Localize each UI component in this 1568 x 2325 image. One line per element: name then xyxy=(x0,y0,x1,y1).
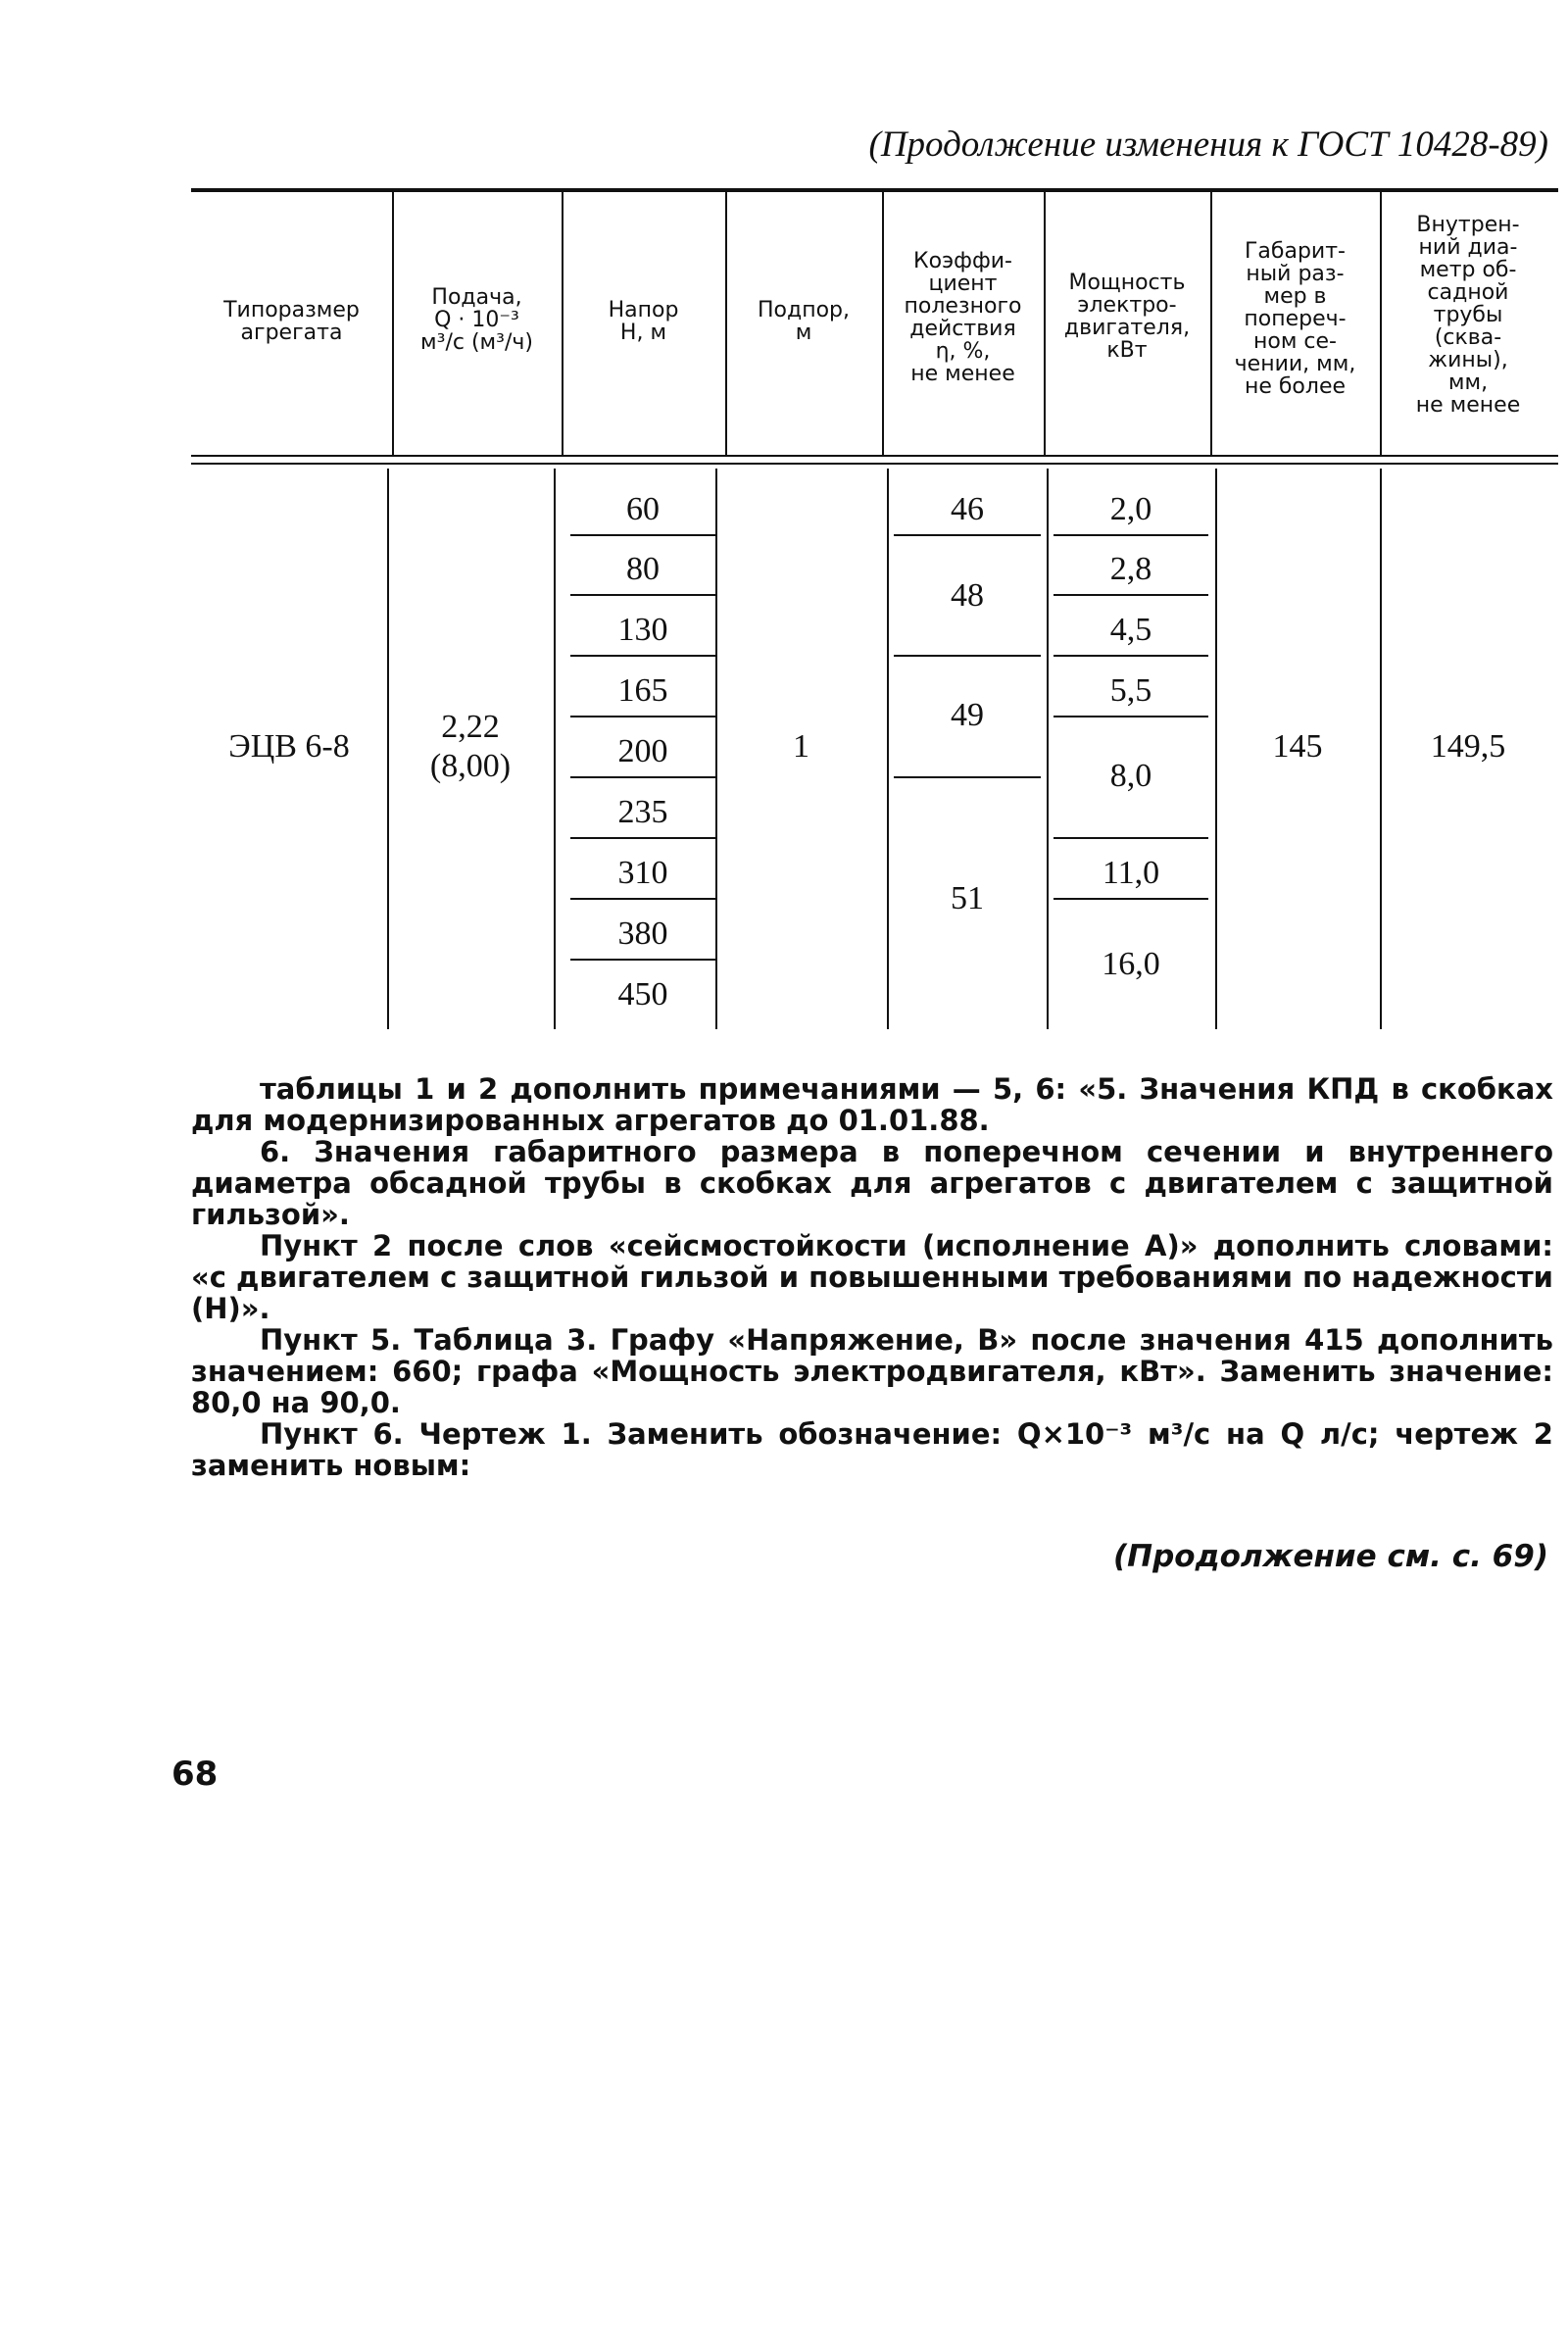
running-head: (Продолжение изменения к ГОСТ 10428-89) xyxy=(868,124,1548,165)
row-separator xyxy=(570,776,715,778)
header-head: Напор H, м xyxy=(608,298,679,345)
row-separator xyxy=(1054,898,1208,900)
page-number: 68 xyxy=(172,1755,219,1794)
row-separator xyxy=(1054,837,1208,839)
cell-head: 235 xyxy=(617,794,668,830)
header-flow: Подача, Q · 10⁻³ м³/с (м³/ч) xyxy=(420,285,533,355)
cell-head: 165 xyxy=(617,672,668,709)
cell-head: 380 xyxy=(617,915,668,952)
cell-model: ЭЦВ 6-8 xyxy=(228,728,350,765)
paragraph: Пункт 6. Чертеж 1. Заменить обозначение: Q×10⁻³ м³/с на Q л/с; чертеж 2 заменить новым: xyxy=(191,1417,1553,1482)
cell-power: 8,0 xyxy=(1109,758,1152,794)
cell-power: 2,0 xyxy=(1109,491,1152,527)
row-separator xyxy=(570,594,715,596)
header-rule-2 xyxy=(191,463,1558,465)
col-divider xyxy=(554,469,556,1029)
body-text xyxy=(191,1073,1553,1481)
row-separator xyxy=(570,837,715,839)
cell-head: 450 xyxy=(617,976,668,1013)
cell-efficiency: 51 xyxy=(951,880,984,916)
row-separator xyxy=(570,716,715,717)
col-divider xyxy=(887,469,889,1029)
header-cross-section: Габарит- ный раз- мер в попереч- ном се- чении, мм, не более xyxy=(1234,239,1356,399)
cell-backpressure: 1 xyxy=(793,728,809,765)
header-inner-diameter: Внутрен- ний диа- метр об- садной трубы (сква- жины), мм, не менее xyxy=(1415,213,1521,418)
cell-power: 16,0 xyxy=(1102,946,1160,982)
cell-efficiency: 48 xyxy=(951,577,984,614)
row-separator xyxy=(1054,716,1208,717)
cell-flow-value: 2,22 xyxy=(441,709,500,745)
cell-power: 2,8 xyxy=(1109,551,1152,587)
row-separator xyxy=(570,534,715,536)
header-model: Типоразмер агрегата xyxy=(223,298,360,345)
row-separator xyxy=(1054,534,1208,536)
paragraph: Пункт 5. Таблица 3. Графу «Напряжение, В» после значения 415 дополнить значением: 660; графа «Мощность электродвигателя, кВт». Заменить значение: 80,0 на 90,0. xyxy=(191,1323,1553,1419)
cell-head: 80 xyxy=(626,551,660,587)
cell-head: 200 xyxy=(617,733,668,769)
paragraph: таблицы 1 и 2 дополнить примечаниями — 5, 6: «5. Значения КПД в скобках для модернизированных агрегатов до 01.01.88. xyxy=(191,1072,1553,1137)
col-divider xyxy=(1047,469,1049,1029)
cell-efficiency: 46 xyxy=(951,491,984,527)
row-separator xyxy=(570,898,715,900)
header-power: Мощность электро- двигателя, кВт xyxy=(1063,271,1191,363)
cell-cross-section: 145 xyxy=(1272,728,1323,765)
row-separator xyxy=(894,655,1041,657)
continued-note: (Продолжение см. с. 69) xyxy=(1112,1539,1548,1574)
table-top-rule xyxy=(191,188,1558,192)
cell-inner-diameter: 149,5 xyxy=(1430,728,1506,765)
header-backpressure: Подпор, м xyxy=(757,298,850,345)
cell-flow-value-m3h: (8,00) xyxy=(429,748,512,784)
row-separator xyxy=(570,655,715,657)
row-separator xyxy=(1054,594,1208,596)
cell-power: 11,0 xyxy=(1102,855,1160,891)
cell-head: 60 xyxy=(626,491,660,527)
row-separator xyxy=(570,959,715,961)
row-separator xyxy=(894,534,1041,536)
paragraph: 6. Значения габаритного размера в поперечном сечении и внутреннего диаметра обсадной трубы в скобках для агрегатов с двигателем с защитной гильзой». xyxy=(191,1135,1553,1231)
cell-power: 5,5 xyxy=(1109,672,1152,709)
cell-efficiency: 49 xyxy=(951,697,984,733)
paragraph: Пункт 2 после слов «сейсмостойкости (исполнение А)» дополнить словами: «с двигателем с защитной гильзой и повышенными требованиями по надежности (Н)». xyxy=(191,1229,1553,1325)
row-separator xyxy=(1054,655,1208,657)
cell-power: 4,5 xyxy=(1109,612,1152,648)
cell-head: 130 xyxy=(617,612,668,648)
row-separator xyxy=(894,776,1041,778)
header-efficiency: Коэффи- циент полезного действия η, %, не менее xyxy=(904,249,1022,386)
cell-head: 310 xyxy=(617,855,668,891)
header-rule-1 xyxy=(191,455,1558,457)
